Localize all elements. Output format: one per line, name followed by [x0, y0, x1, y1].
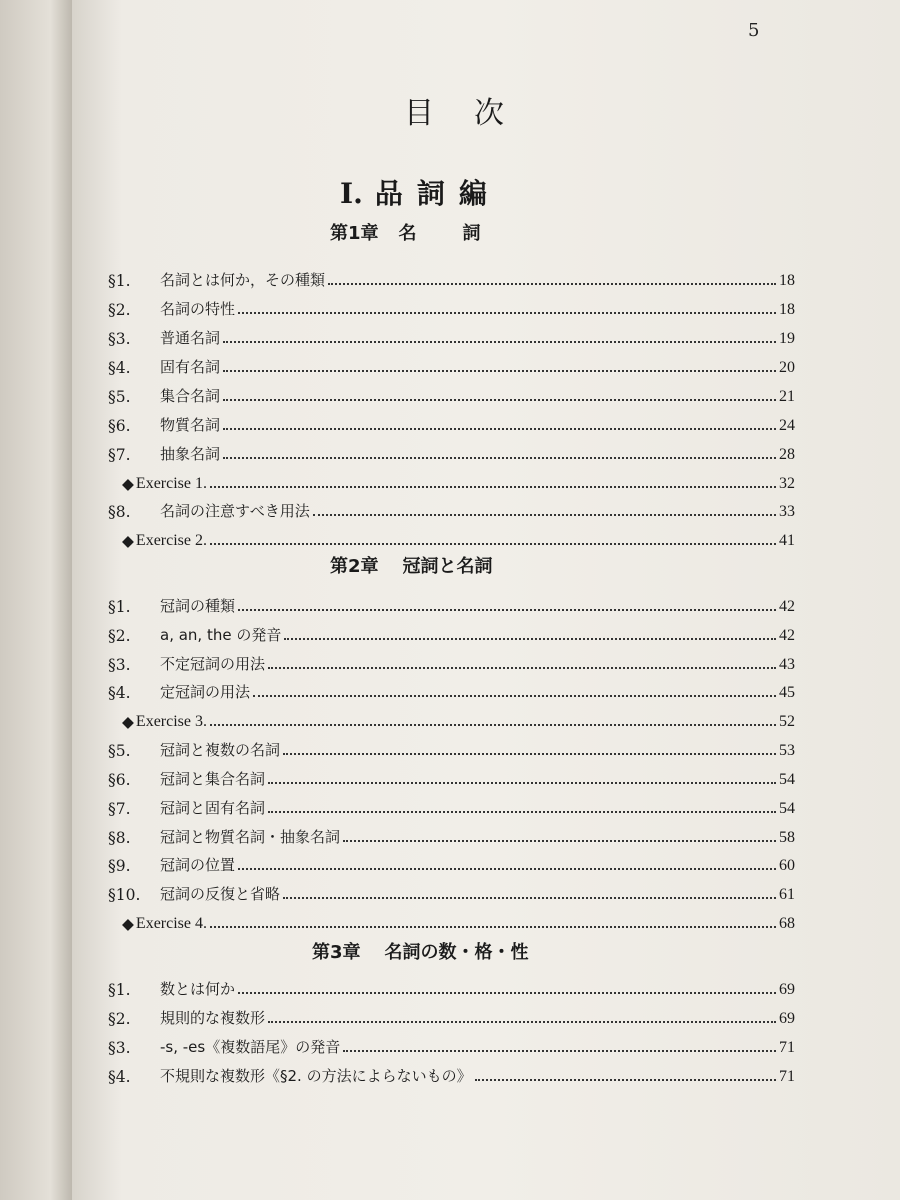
toc-entry[interactable]: [108, 792, 795, 818]
entry-page: 54: [779, 800, 795, 817]
entry-page: 20: [779, 359, 795, 376]
entry-label: 冠詞の位置: [160, 856, 236, 874]
section-number: §4.: [108, 1068, 131, 1086]
entry-label: -s, -es《複数語尾》の発音: [160, 1038, 341, 1056]
toc-entry-exercise[interactable]: [108, 907, 795, 933]
dot-leader: [268, 811, 776, 813]
entry-label: 定冠詞の用法: [160, 683, 251, 701]
section-number: §6.: [108, 417, 131, 435]
entry-page: 68: [779, 915, 795, 932]
entry-page: 69: [779, 981, 795, 998]
toc-entry[interactable]: [108, 676, 795, 702]
section-number: §6.: [108, 771, 131, 789]
entry-page: 18: [779, 301, 795, 318]
toc-entry[interactable]: [108, 849, 795, 875]
entry-page: 24: [779, 417, 795, 434]
entry-label: 不定冠詞の用法: [160, 655, 266, 673]
toc-entry[interactable]: [108, 973, 795, 999]
section-number: §5.: [108, 388, 131, 406]
entry-page: 18: [779, 272, 795, 289]
chapter-name: 名詞の数・格・性: [384, 942, 529, 963]
dot-leader: [328, 283, 776, 285]
toc-entry[interactable]: [108, 1031, 795, 1057]
toc-entry[interactable]: [108, 409, 795, 435]
toc-entry[interactable]: [108, 648, 795, 674]
toc-entry[interactable]: [108, 590, 795, 616]
entry-label: 物質名詞: [160, 416, 221, 434]
dot-leader: [343, 840, 776, 842]
dot-leader: [238, 312, 776, 314]
entry-page: 28: [779, 446, 795, 463]
toc-entry[interactable]: [108, 763, 795, 789]
toc-entry[interactable]: [108, 264, 795, 290]
dot-leader: [210, 926, 776, 928]
chapter-number: 第1章: [330, 223, 379, 244]
section-number: §10.: [108, 886, 141, 904]
entry-page: 71: [779, 1068, 795, 1085]
toc-entry[interactable]: [108, 1002, 795, 1028]
toc-entry[interactable]: [108, 495, 795, 521]
section-number: §2.: [108, 301, 131, 319]
toc-entry[interactable]: [108, 322, 795, 348]
dot-leader: [475, 1079, 776, 1081]
entry-page: 45: [779, 684, 795, 701]
entry-page: 42: [779, 598, 795, 615]
section-number: §3.: [108, 656, 131, 674]
entry-label: 名詞の特性: [160, 300, 236, 318]
entry-label: 冠詞と複数の名詞: [160, 741, 281, 759]
dot-leader: [223, 399, 776, 401]
toc-entry[interactable]: [108, 734, 795, 760]
diamond-icon: ◆: [122, 532, 134, 550]
section-number: §1.: [108, 598, 131, 616]
dot-leader: [268, 1021, 776, 1023]
dot-leader: [210, 724, 776, 726]
dot-leader: [238, 609, 776, 611]
toc-entry[interactable]: [108, 619, 795, 645]
entry-label: 冠詞の種類: [160, 597, 236, 615]
entry-label: Exercise 1.: [135, 475, 207, 492]
chapter-heading: [330, 219, 527, 245]
entry-label: Exercise 3.: [135, 713, 207, 730]
dot-leader: [210, 543, 776, 545]
chapter-name: 冠詞と名詞: [402, 556, 493, 577]
section-number: §1.: [108, 981, 131, 999]
page-title: 目次: [404, 96, 544, 131]
dot-leader: [210, 486, 776, 488]
chapter-heading: [312, 938, 529, 964]
dot-leader: [283, 897, 776, 899]
dot-leader: [283, 753, 776, 755]
entry-page: 32: [779, 475, 795, 492]
entry-label: a, an, the の発音: [160, 626, 282, 644]
diamond-icon: ◆: [122, 713, 134, 731]
section-number: §1.: [108, 272, 131, 290]
chapter-heading: [330, 552, 493, 578]
section-number: §3.: [108, 330, 131, 348]
section-number: §5.: [108, 742, 131, 760]
entry-page: 19: [779, 330, 795, 347]
section-number: §2.: [108, 627, 131, 645]
chapter-number: 第3章: [312, 942, 361, 963]
toc-entry-exercise[interactable]: [108, 705, 795, 731]
entry-page: 53: [779, 742, 795, 759]
section-number: §4.: [108, 684, 131, 702]
dot-leader: [284, 638, 776, 640]
left-page-edge: [0, 0, 72, 1200]
entry-label: 名詞の注意すべき用法: [160, 502, 310, 520]
dot-leader: [223, 428, 776, 430]
toc-entry[interactable]: [108, 293, 795, 319]
toc-entry[interactable]: [108, 878, 795, 904]
dot-leader: [238, 992, 776, 994]
entry-page: 43: [779, 656, 795, 673]
part-name: 品詞編: [374, 177, 501, 210]
toc-entry[interactable]: [108, 438, 795, 464]
section-number: §7.: [108, 446, 131, 464]
toc-entry-exercise[interactable]: [108, 524, 795, 550]
entry-page: 42: [779, 627, 795, 644]
chapter-name: 名詞: [398, 223, 527, 244]
part-roman-numeral: I.: [340, 177, 363, 210]
dot-leader: [268, 782, 776, 784]
entry-page: 21: [779, 388, 795, 405]
section-number: §7.: [108, 800, 131, 818]
entry-label: 冠詞と集合名詞: [160, 770, 266, 788]
entry-label: 冠詞の反復と省略: [160, 885, 281, 903]
entry-label: 冠詞と固有名詞: [160, 799, 266, 817]
toc-entry[interactable]: [108, 380, 795, 406]
entry-page: 71: [779, 1039, 795, 1056]
entry-page: 52: [779, 713, 795, 730]
section-number: §2.: [108, 1010, 131, 1028]
entry-page: 61: [779, 886, 795, 903]
dot-leader: [223, 457, 776, 459]
chapter-number: 第2章: [330, 556, 379, 577]
toc-entry-exercise[interactable]: [108, 467, 795, 493]
entry-page: 60: [779, 857, 795, 874]
entry-page: 54: [779, 771, 795, 788]
dot-leader: [313, 514, 776, 516]
entry-page: 33: [779, 503, 795, 520]
entry-label: 数とは何か: [160, 980, 236, 998]
section-number: §8.: [108, 503, 131, 521]
dot-leader: [253, 695, 776, 697]
page-number: 5: [748, 20, 760, 41]
entry-label: 集合名詞: [160, 387, 221, 405]
toc-entry[interactable]: [108, 1060, 795, 1086]
entry-label: 不規則な複数形《§2. の方法によらないもの》: [160, 1067, 472, 1085]
dot-leader: [268, 667, 776, 669]
dot-leader: [238, 868, 776, 870]
section-number: §3.: [108, 1039, 131, 1057]
entry-label: Exercise 2.: [135, 532, 207, 549]
entry-label: 抽象名詞: [160, 445, 221, 463]
section-number: §4.: [108, 359, 131, 377]
entry-page: 58: [779, 829, 795, 846]
entry-page: 41: [779, 532, 795, 549]
entry-label: Exercise 4.: [135, 915, 207, 932]
entry-label: 冠詞と物質名詞・抽象名詞: [160, 828, 341, 846]
toc-entry[interactable]: [108, 351, 795, 377]
entry-label: 規則的な複数形: [160, 1009, 266, 1027]
diamond-icon: ◆: [122, 915, 134, 933]
section-number: §9.: [108, 857, 131, 875]
section-number: §8.: [108, 829, 131, 847]
toc-entry[interactable]: [108, 821, 795, 847]
dot-leader: [223, 341, 776, 343]
entry-label: 名詞とは何か，その種類: [160, 271, 326, 289]
dot-leader: [223, 370, 776, 372]
entry-label: 固有名詞: [160, 358, 221, 376]
diamond-icon: ◆: [122, 475, 134, 493]
dot-leader: [343, 1050, 776, 1052]
entry-page: 69: [779, 1010, 795, 1027]
entry-label: 普通名詞: [160, 329, 221, 347]
part-heading: [340, 172, 501, 212]
